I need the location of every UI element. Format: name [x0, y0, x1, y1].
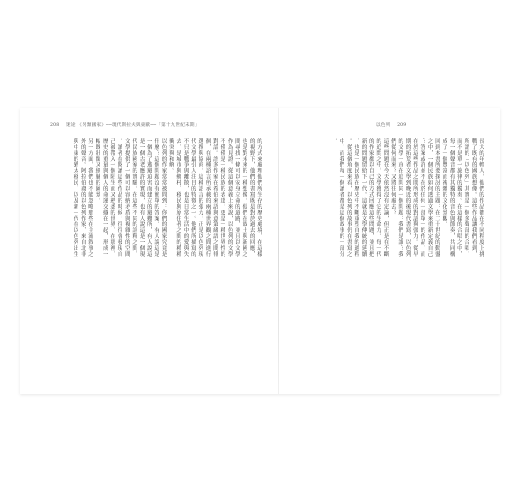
- left-running-title: 迷途 《另類國家》──現代斯拉夫與東歐──「第十九世紀末期」: [66, 123, 200, 128]
- right-running-title: 以色列: [376, 123, 391, 128]
- text-column: 的視野下，他們的書寫既是對於過去的回應，: [248, 138, 255, 257]
- right-running-header: [376, 122, 406, 128]
- text-column: 不只是戰爭與離散，也是日常生活中的愛與失: [182, 138, 189, 257]
- text-column: 。從這個角度來看，以色列的故事仍在書寫之: [345, 138, 352, 257]
- text-column: 也是對未來的一種想像。他們在故土與新國之: [241, 138, 248, 257]
- text-column: 徊，在兩種語言所承載的兩種世界觀之間進行: [204, 138, 211, 257]
- text-column: 中，而我們每一個讀者都是這個故事的一部分: [338, 138, 345, 257]
- text-column: 而不是單一旋律的獨奏。在這樣的合唱之中，: [455, 138, 462, 257]
- text-column: 外的聲音。阿拉伯裔的以色列作家、來自北非: [79, 138, 86, 257]
- text-column: 所謂的「以色列」其實是一個多聲部的合唱，: [463, 138, 470, 257]
- text-column: 的追問之中，文學獲得了它的生命力。每一代: [375, 138, 382, 257]
- text-column: 代文學最引人注目的特徵之一。他們所描寫的: [189, 138, 196, 257]
- left-page-number: 208: [50, 123, 60, 128]
- text-column: 對話。許多作家在希伯來語與意第緒語之間徘: [211, 138, 218, 257]
- book-spread: [20, 108, 500, 394]
- right-page-text: [294, 138, 484, 370]
- text-column: 己被帶入一個陌生而又熟悉的世界，在那裡，: [109, 138, 116, 257]
- text-column: 長大的年輕人，他們的作品都在不同程度上挑: [478, 138, 484, 257]
- text-column: 的方式來處理他們所生存的歷史處境，在這樣: [256, 138, 262, 257]
- text-column: 以色列的作家常常被問到：你們的國家究竟是: [160, 138, 167, 257]
- text-column: 是一個古老應許的實現，也有人說這是一個現: [138, 138, 145, 257]
- right-page-number: 209: [397, 123, 407, 128]
- text-column: 衝突與和解。: [167, 138, 174, 174]
- left-page-text: [50, 138, 262, 370]
- text-column: 戰了既有的國族想像。這些作品讓我們看到，: [470, 138, 477, 257]
- text-column: 歷史的重量與個人的命運交織在一起，形成一: [101, 138, 108, 257]
- text-column: 不僅僅是一種民族的表達，更是一種世界性的: [219, 138, 226, 257]
- text-column: 在於這些作品之間所形成的對話與張力。從早: [411, 138, 418, 257]
- text-column: 期的拓荒者文學到晚近的後現代書寫，以色列: [404, 138, 411, 257]
- text-column: 回到本書所要探討的主題：在二十世紀的動盪: [433, 138, 440, 257]
- text-column: 另一方面，我們也不能忽略那些在主流敘事之: [87, 138, 94, 257]
- text-column: 這些問題在今天依然沒有定論，但正是在不斷: [382, 138, 389, 257]
- book-gutter: [278, 108, 279, 394]
- text-column: 與中東的猶太移民、以及新一代在以色列出生: [72, 138, 79, 257]
- text-column: 選擇與協商。這種語言的張力，正是以色列現: [197, 138, 204, 257]
- text-column: 。: [331, 138, 338, 144]
- text-column: 什麼？這個問題沒有簡單的答案。有人說這是: [153, 138, 160, 257]
- text-column: ，也是一個民族在歷史中不斷重塑自我的過程: [353, 138, 360, 257]
- left-running-header: [50, 122, 199, 128]
- text-column: 每一個聲音都有其獨特的音色與節奏，共同構: [448, 138, 455, 257]
- text-column: 間尋找一條可以安身立命的道路，並且以文學: [233, 138, 240, 257]
- text-column: ？答案或許並不在於任何一部單一的作品，而: [419, 138, 426, 257]
- text-column: 一個為了逃避迫害而建立的避難所，有人說這: [145, 138, 152, 257]
- text-column: 的作家都以自己的方式回應這些問題，並且把: [367, 138, 374, 257]
- text-column: 代民族國家的實驗。在這些不同的詮釋之間，: [131, 138, 138, 257]
- text-column: 去，是城市與鄉村、移民與原住者之間的種種: [175, 138, 182, 257]
- text-column: 幅既壯闊又細膩的圖景。: [94, 138, 101, 204]
- text-column: 。讀者在閱讀這些作品的時候，往往會發現自: [116, 138, 123, 257]
- text-column: 們從何而來？又將往何處去？: [389, 138, 396, 216]
- text-column: 成了一個豐富而複雜的文化景觀。: [441, 138, 448, 228]
- text-column: 新的問題留給下一代。這就是文學傳統的延續: [360, 138, 367, 257]
- text-column: 的文學一直在追問同一個問題：我們是誰？我: [397, 138, 404, 257]
- text-column: 文學提供了一個可以容納矛盾與複雜性的空間: [123, 138, 130, 257]
- text-column: 作為見證。從這個意義上來說，以色列的文學: [226, 138, 233, 257]
- text-column: 之中，一個民族如何透過文學來重新定義自己: [426, 138, 433, 257]
